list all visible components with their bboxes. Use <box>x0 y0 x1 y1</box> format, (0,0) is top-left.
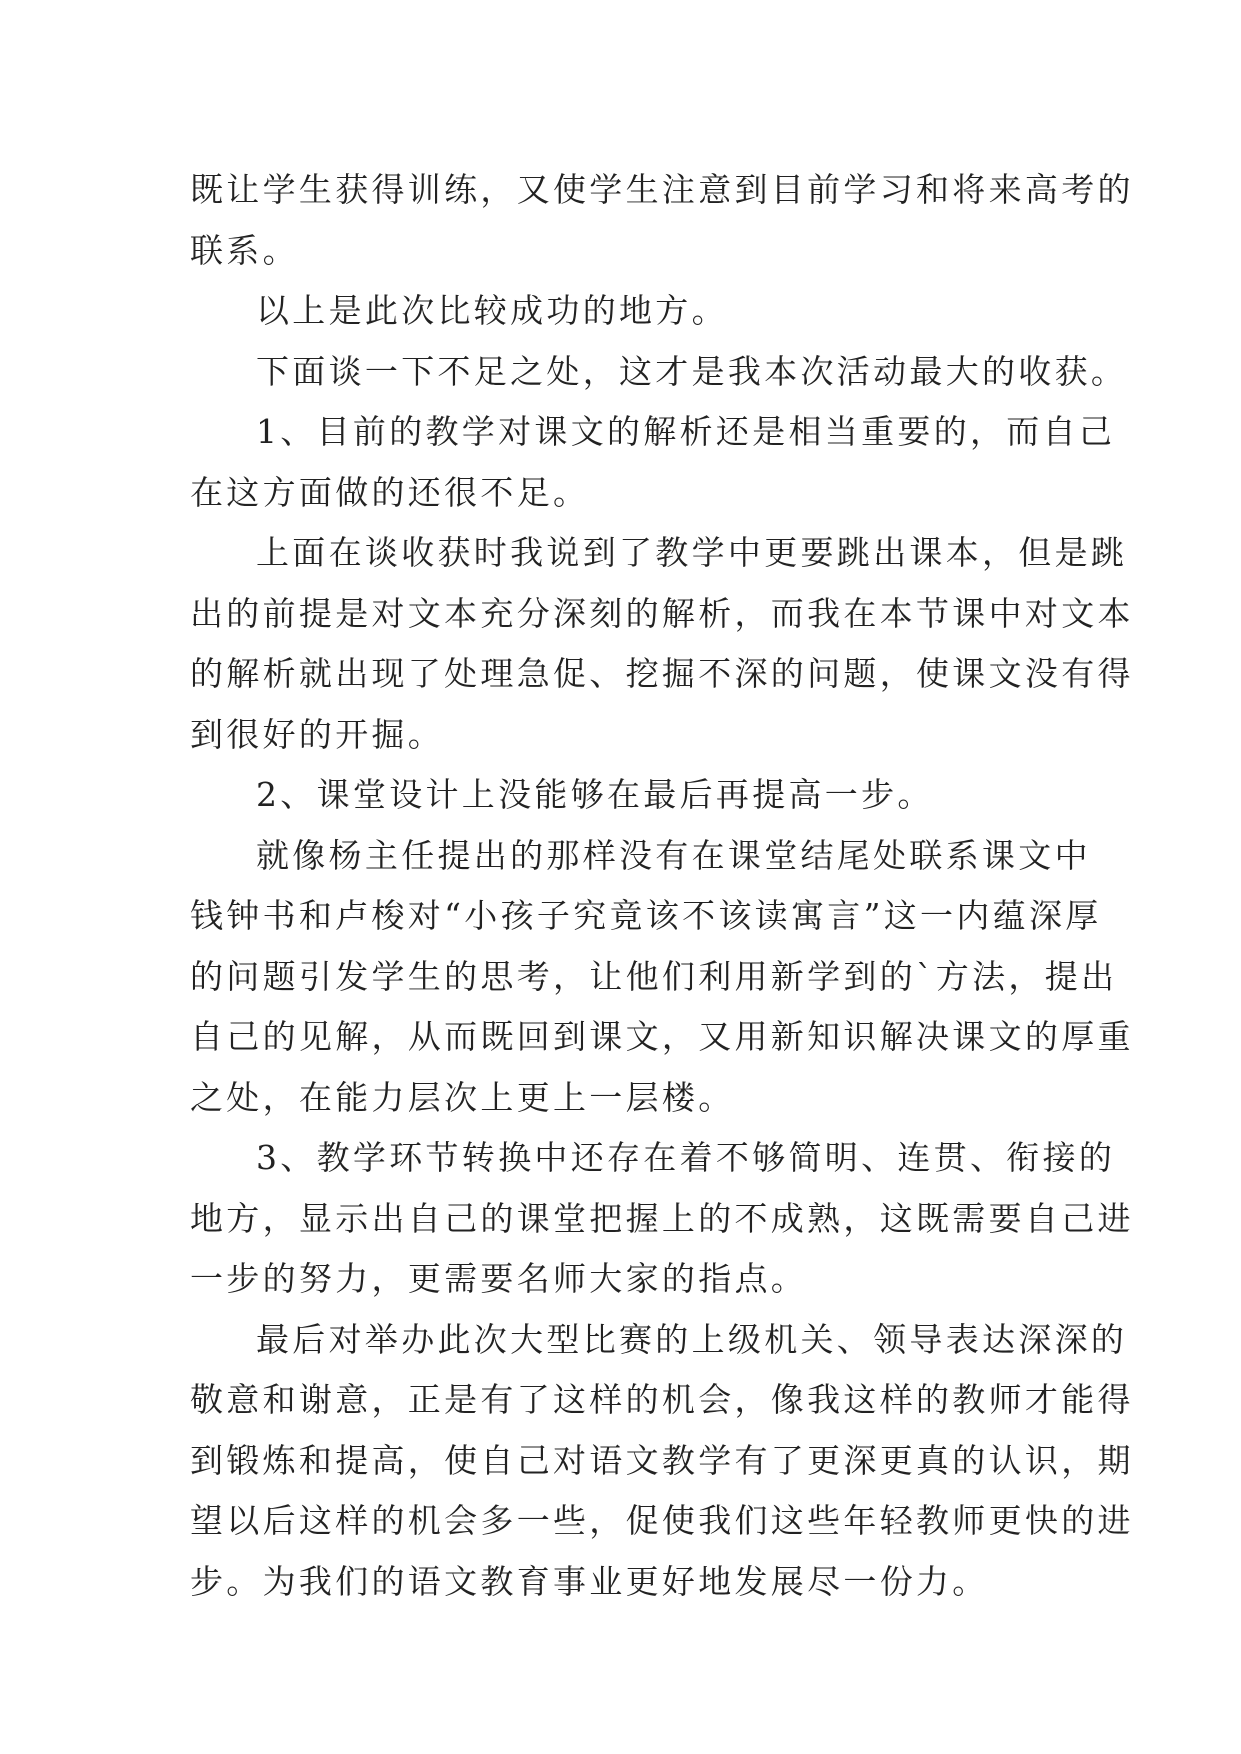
text-line: 敬意和谢意，正是有了这样的机会，像我这样的教师才能得 <box>190 1380 1134 1419</box>
text-line: 一步的努力，更需要名师大家的指点。 <box>190 1259 808 1298</box>
text-line: 上面在谈收获时我说到了教学中更要跳出课本，但是跳 <box>256 533 1128 572</box>
text-line: 就像杨主任提出的那样没有在课堂结尾处联系课文中 <box>256 835 1091 875</box>
paragraph-success-summary <box>190 281 1070 342</box>
text-line: 钱钟书和卢梭对“小孩子究竟该不该读寓言”这一内蕴深厚 <box>190 896 1102 935</box>
paragraph-shortcomings-intro <box>190 342 1128 403</box>
document-body <box>190 160 1134 1612</box>
text-line: 步。为我们的语文教育事业更好地发展尽一份力。 <box>190 1561 989 1601</box>
text-line: 下面谈一下不足之处，这才是我本次活动最大的收获。 <box>256 351 1128 391</box>
text-line: 出的前提是对文本充分深刻的解析，而我在本节课中对文本 <box>190 593 1134 633</box>
paragraph-point-1-detail <box>190 523 1134 765</box>
text-line: 2、课堂设计上没能够在最后再提高一步。 <box>256 775 934 814</box>
text-line: 望以后这样的机会多一些，促使我们这些年轻教师更快的进 <box>190 1501 1134 1540</box>
paragraph-point-2-detail <box>190 826 1134 1129</box>
text-line: 1、目前的教学对课文的解析还是相当重要的，而自己 <box>256 412 1116 451</box>
text-line: 自己的见解，从而既回到课文，又用新知识解决课文的厚重 <box>190 1017 1134 1056</box>
text-line: 以上是此次比较成功的地方。 <box>256 291 728 330</box>
text-line: 之处，在能力层次上更上一层楼。 <box>190 1077 735 1117</box>
paragraph-point-3 <box>190 1128 1134 1310</box>
text-line: 的解析就出现了处理急促、挖掘不深的问题，使课文没有得 <box>190 654 1134 693</box>
text-line: 最后对举办此次大型比赛的上级机关、领导表达深深的 <box>256 1319 1128 1359</box>
text-line: 既让学生获得训练，又使学生注意到目前学习和将来高考的 <box>190 170 1134 209</box>
text-line: 地方，显示出自己的课堂把握上的不成熟，这既需要自己进 <box>190 1198 1134 1238</box>
text-line: 的问题引发学生的思考，让他们利用新学到的`方法，提出 <box>190 956 1118 996</box>
text-line: 在这方面做的还很不足。 <box>190 472 590 512</box>
text-line: 联系。 <box>190 230 299 270</box>
paragraph-closing <box>190 1310 1134 1613</box>
paragraph-continuation <box>190 160 1134 281</box>
paragraph-point-2 <box>190 765 1070 826</box>
text-line: 到很好的开掘。 <box>190 714 445 754</box>
text-line: 3、教学环节转换中还存在着不够简明、连贯、衔接的 <box>256 1138 1116 1177</box>
paragraph-point-1 <box>190 402 1116 523</box>
text-line: 到锻炼和提高，使自己对语文教学有了更深更真的认识，期 <box>190 1440 1134 1480</box>
